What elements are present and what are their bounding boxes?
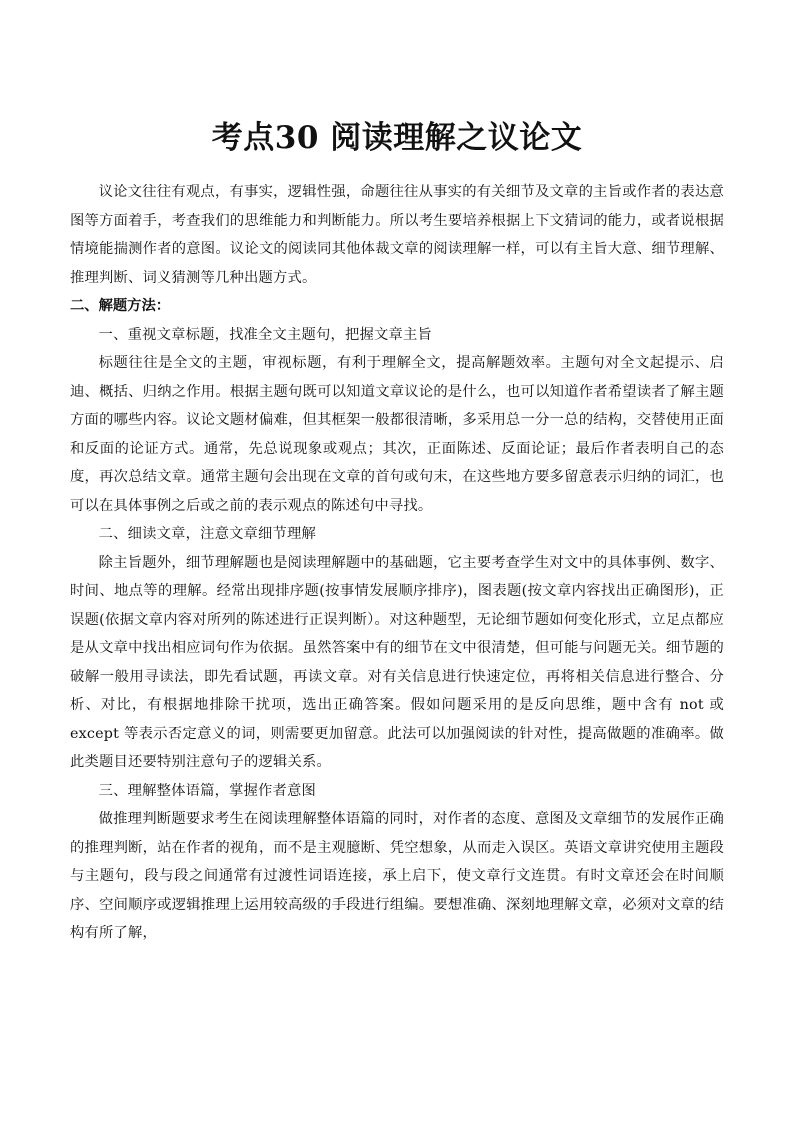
method-2-heading: 二、细读文章，注意文章细节理解 bbox=[98, 526, 317, 542]
method-1-heading: 一、重视文章标题，找准全文主题句，把握文章主旨 bbox=[98, 326, 433, 343]
method-3-body: 做推理判断题要求考生在阅读理解整体语篇的同时，对作者的态度、意图及文章细节的发展作正确的推理判断，站在作者的视角，而不是主观臆断、凭空想象，从而走入误区。英语文章讲究使用主题段与主题句，段与段之间通常有过渡性词语连接，承上启下，使文章行文连贯。有时文章还会在时间顺序、空间顺序或逻辑推理上运用较高级的手段进行组编。要想准确、深刻地理解文章，必须对文章的结构有所了解， bbox=[70, 811, 724, 941]
method-3-heading: 三、理解整体语篇，掌握作者意图 bbox=[98, 782, 317, 799]
method-2-body: 除主旨题外，细节理解题也是阅读理解题中的基础题，它主要考查学生对文中的具体事例、数字、时间、地点等的理解。经常出现排序题(按事情发展顺序排序)，图表题(按文章内容找出正确图形)，正误题(依据文章内容对所列的陈述进行正误判断）。对这种题型，无论细节题如何变化形式，立足点都应是从文章中找出相应词句作为依据。虽然答案中有的细节在文中很清楚，但可能与问题无关。细节题的破解一般用寻读法，即先看试题，再读文章。对有关信息进行快速定位，再将相关信息进行整合、分析、对比，有根据地排除干扰项，选出正确答案。假如问题采用的是反向思维，题中含有 not 或 except 等表示否定意义的词，则需要更加留意。此法可以加强阅读的针对性，提高做题的准确率。做此类题目还要特别注意句子的逻辑关系。 bbox=[70, 554, 724, 770]
method-1-body: 标题往往是全文的主题，审视标题，有利于理解全文，提高解题效率。主题句对全文起提示、启迪、概括、归纳之作用。根据主题句既可以知道文章议论的是什么，也可以知道作者希望读者了解主题方面的哪些内容。议论文题材偏难，但其框架一般都很清晰，多采用总一分一总的结构，交替使用正面和反面的论证方式。通常，先总说现象或观点；其次，正面陈述、反面论证；最后作者表明自己的态度，再次总结文章。通常主题句会出现在文章的首句或句末，在这些地方要多留意表示归纳的词汇，也可以在具体事例之后或之前的表示观点的陈述句中寻找。 bbox=[70, 355, 724, 514]
document-title: 考点30 阅读理解之议论文 bbox=[211, 120, 583, 156]
intro-paragraph: 议论文往往有观点，有事实，逻辑性强，命题往往从事实的有关细节及文章的主旨或作者的表达意图等方面着手，考查我们的思维能力和判断能力。所以考生要培养根据上下文猜词的能力，或者说根据情境能揣测作者的意图。议论文的阅读同其他体裁文章的阅读理解一样，可以有主旨大意、细节理解、推理判断、词义猜测等几种出题方式。 bbox=[70, 184, 724, 286]
section-heading: 二、解题方法： bbox=[70, 298, 171, 314]
